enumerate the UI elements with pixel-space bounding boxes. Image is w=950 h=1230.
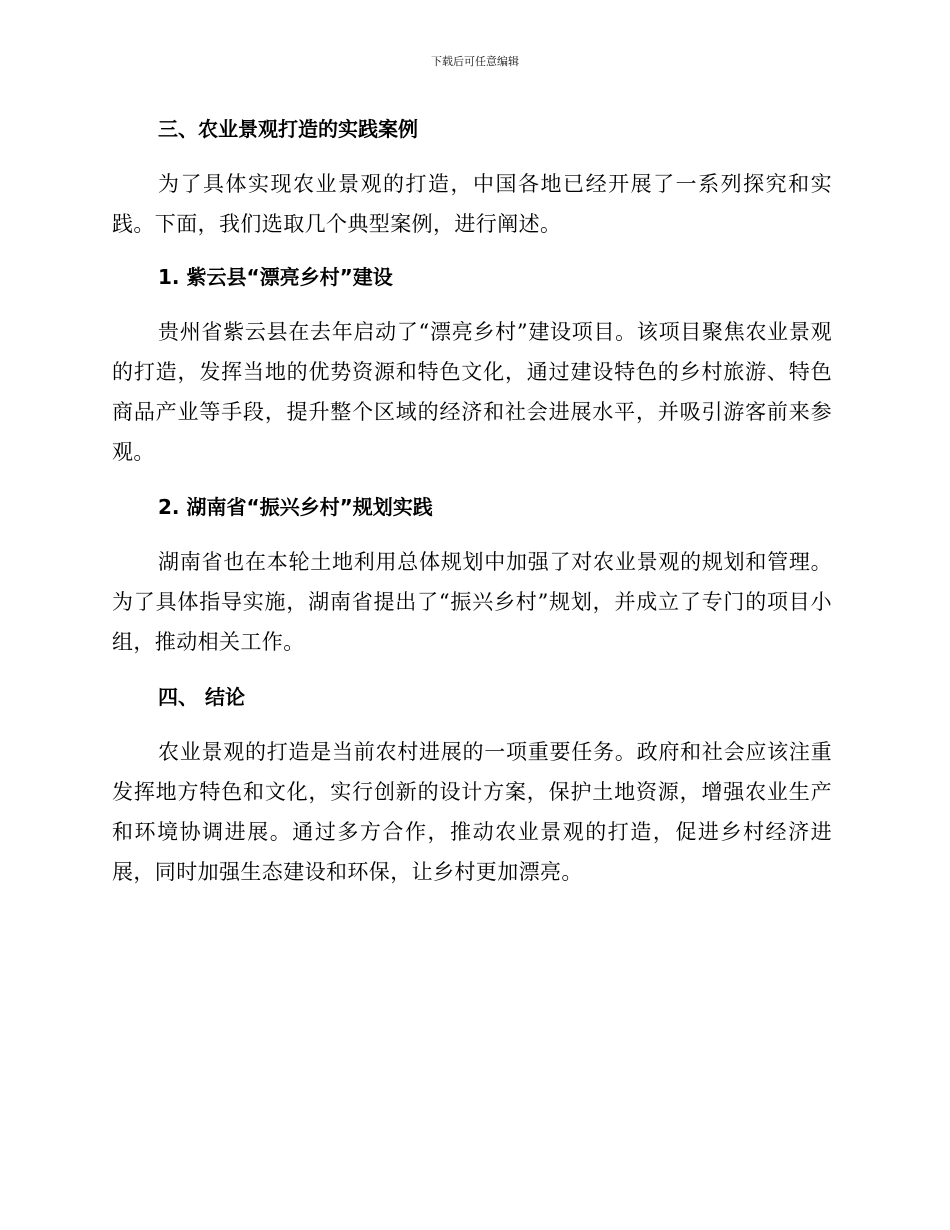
document-body (112, 110, 832, 892)
section-3-intro-paragraph: 为了具体实现农业景观的打造，中国各地已经开展了一系列探究和实践。下面，我们选取几个典型案例，进行阐述。 (112, 172, 832, 236)
case-2-paragraph: 湖南省也在本轮土地利用总体规划中加强了对农业景观的规划和管理。为了具体指导实施，湖南省提出了“振兴乡村”规划，并成立了专门的项目小组，推动相关工作。 (112, 550, 832, 654)
conclusion-paragraph: 农业景观的打造是当前农村进展的一项重要任务。政府和社会应该注重发挥地方特色和文化，实行创新的设计方案，保护土地资源，增强农业生产和环境协调进展。通过多方合作，推动农业景观的打造，促进乡村经济进展，同时加强生态建设和环保，让乡村更加漂亮。 (112, 740, 832, 884)
case-1-paragraph: 贵州省紫云县在去年启动了“漂亮乡村”建设项目。该项目聚焦农业景观的打造，发挥当地的优势资源和特色文化，通过建设特色的乡村旅游、特色商品产业等手段，提升整个区域的经济和社会进展水平，并吸引游客前来参观。 (112, 320, 832, 464)
page-header: 下载后可任意编辑 (431, 55, 519, 68)
case-2-heading: 2. 湖南省“振兴乡村”规划实践 (158, 495, 433, 519)
section-heading-3: 三、农业景观打造的实践案例 (158, 117, 418, 141)
section-heading-4: 四、 结论 (158, 685, 245, 709)
case-1-heading: 1. 紫云县“漂亮乡村”建设 (158, 265, 393, 289)
